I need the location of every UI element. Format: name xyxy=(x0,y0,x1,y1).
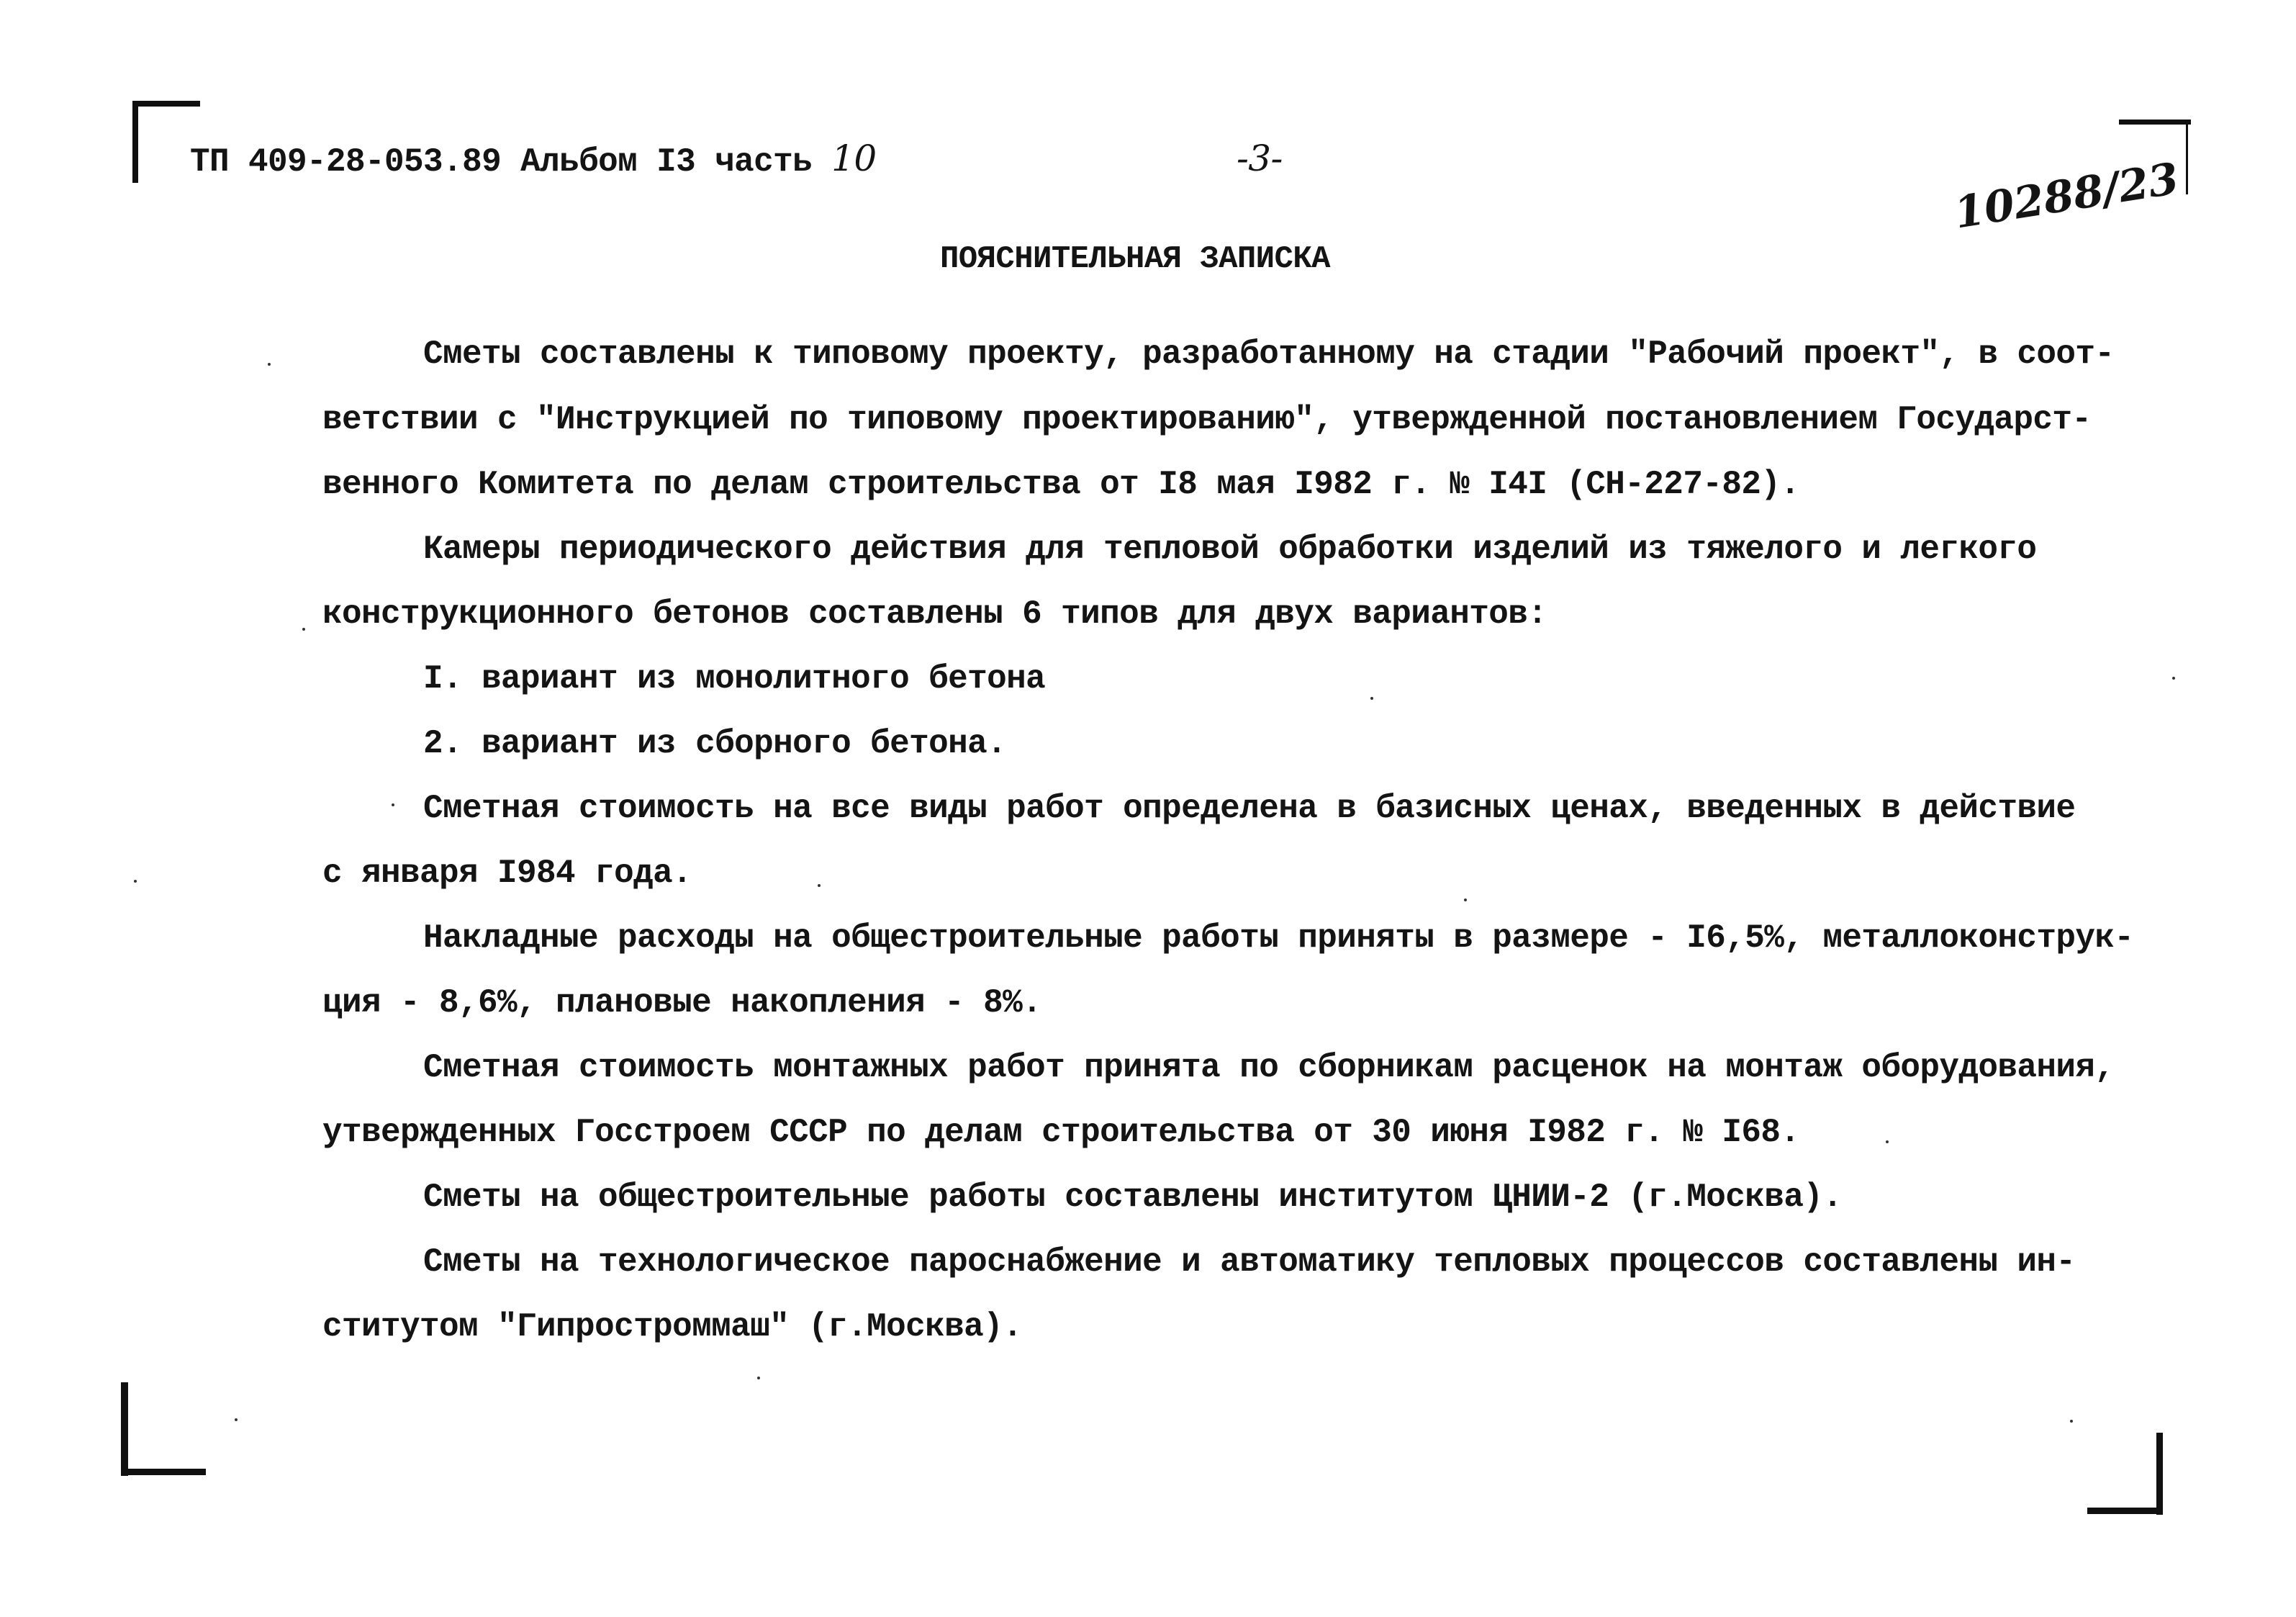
body-line: конструкционного бетонов составлены 6 типов для двух вариантов: xyxy=(322,595,1547,633)
body-line: утвержденных Госстроем СССР по делам строительства от 30 июня I982 г. № I68. xyxy=(322,1114,1800,1151)
inventory-number-handwritten: 10288/23 xyxy=(1951,153,2182,239)
scan-speck xyxy=(392,803,394,806)
body-line: Сметная стоимость на все виды работ определена в базисных ценах, введенных в действие xyxy=(423,790,2076,827)
body-line: ция - 8,6%, плановые накопления - 8%. xyxy=(322,984,1042,1022)
body-line: I. вариант из монолитного бетона xyxy=(423,660,1046,698)
scan-speck xyxy=(757,1377,760,1379)
corner-mark-bottom-right-horizontal xyxy=(2087,1508,2162,1514)
body-line: Сметы составлены к типовому проекту, разработанному на стадии "Рабочий проект", в соот- xyxy=(423,335,2115,373)
corner-mark-top-right-vertical xyxy=(2186,120,2188,194)
body-line: венного Комитета по делам строительства от I8 мая I982 г. № I4I (СН-227-82). xyxy=(322,466,1800,503)
scan-speck xyxy=(1886,1140,1889,1143)
document-code xyxy=(190,138,877,182)
page-title: ПОЯСНИТЕЛЬНАЯ ЗАПИСКА xyxy=(940,241,1330,277)
scan-speck xyxy=(818,884,821,887)
page-number: -3- xyxy=(1237,138,1283,179)
scan-speck xyxy=(1464,898,1467,901)
body-line: Сметы на технологическое пароснабжение и автоматику тепловых процессов составлены ин- xyxy=(423,1243,2076,1281)
scan-speck xyxy=(2172,677,2175,680)
scan-speck xyxy=(2070,1420,2073,1423)
corner-mark-top-left-vertical xyxy=(132,101,138,183)
body-line: Накладные расходы на общестроительные работы приняты в размере - I6,5%, металлоконструк- xyxy=(423,919,2134,957)
part-number-handwritten: 10 xyxy=(831,138,877,179)
body-line: Сметная стоимость монтажных работ принята по сборникам расценок на монтаж оборудования, xyxy=(423,1049,2115,1086)
corner-mark-bottom-left-vertical xyxy=(121,1382,128,1476)
corner-mark-top-left-horizontal xyxy=(132,101,200,107)
body-line: Камеры периодического действия для тепловой обработки изделий из тяжелого и легкого xyxy=(423,531,2037,568)
corner-mark-bottom-right-vertical xyxy=(2156,1433,2163,1515)
scan-speck xyxy=(134,880,137,883)
body-line: ветствии с "Инструкцией по типовому проектированию", утвержденной постановлением Государст- xyxy=(322,401,2092,438)
corner-mark-top-right-horizontal xyxy=(2119,120,2191,125)
body-line: с января I984 года. xyxy=(322,855,692,892)
scan-speck xyxy=(268,363,271,366)
body-line: Сметы на общестроительные работы составлены институтом ЦНИИ-2 (г.Москва). xyxy=(423,1179,1843,1216)
body-line: 2. вариант из сборного бетона. xyxy=(423,725,1007,762)
scan-speck xyxy=(302,628,305,631)
document-code-text: ТП 409-28-053.89 Альбом I3 часть xyxy=(190,143,813,181)
corner-mark-bottom-left-horizontal xyxy=(121,1469,206,1475)
scan-speck xyxy=(1370,697,1373,700)
scan-speck xyxy=(235,1418,238,1421)
body-line: ститутом "Гипростроммаш" (г.Москва). xyxy=(322,1308,1023,1346)
